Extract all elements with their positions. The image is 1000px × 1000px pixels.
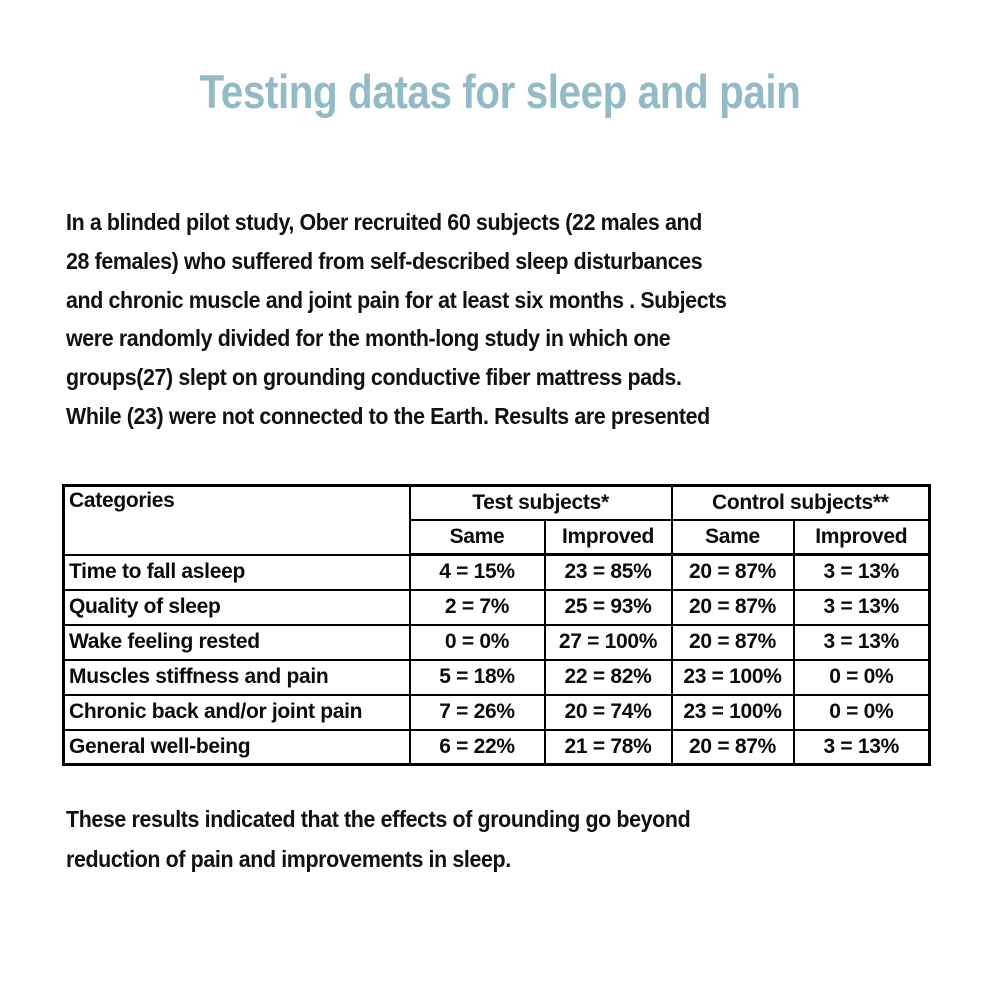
table-header-categories: Categories (64, 486, 410, 555)
intro-line: groups(27) slept on grounding conductive fiber mattress pads. (66, 364, 682, 391)
table-row (64, 730, 930, 765)
row-cell: 20 = 87% (672, 625, 794, 660)
row-category: Wake feeling rested (64, 625, 410, 660)
row-cell: 3 = 13% (794, 730, 930, 765)
table-subheader-test-improved: Improved (545, 520, 672, 555)
intro-line: 28 females) who suffered from self-described sleep disturbances (66, 247, 703, 274)
row-cell: 20 = 87% (672, 730, 794, 765)
row-cell: 25 = 93% (545, 590, 672, 625)
intro-line: In a blinded pilot study, Ober recruited 60 subjects (22 males and (66, 209, 702, 235)
row-cell: 23 = 85% (545, 555, 672, 590)
row-cell: 22 = 82% (545, 660, 672, 695)
row-category: Time to fall asleep (64, 555, 410, 590)
row-category: Chronic back and/or joint pain (64, 695, 410, 730)
table-header-control-subjects: Control subjects** (672, 486, 930, 520)
row-cell: 3 = 13% (794, 625, 930, 660)
row-cell: 20 = 87% (672, 590, 794, 625)
conclusion-paragraph (66, 799, 922, 879)
row-cell: 21 = 78% (545, 730, 672, 765)
results-table (62, 484, 931, 766)
table-group-header-row (64, 486, 930, 520)
page-title: Testing datas for sleep and pain (199, 65, 801, 118)
row-cell: 3 = 13% (794, 590, 930, 625)
conclusion-line: These results indicated that the effects of grounding go beyond (66, 806, 691, 832)
table-row (64, 625, 930, 660)
row-cell: 3 = 13% (794, 555, 930, 590)
row-cell: 23 = 100% (672, 695, 794, 730)
table-row (64, 660, 930, 695)
row-cell: 4 = 15% (410, 555, 545, 590)
table-row (64, 555, 930, 590)
table-subheader-control-improved: Improved (794, 520, 930, 555)
intro-paragraph (66, 203, 922, 436)
table-subheader-test-same: Same (410, 520, 545, 555)
row-cell: 6 = 22% (410, 730, 545, 765)
row-category: Muscles stiffness and pain (64, 660, 410, 695)
row-cell: 20 = 87% (672, 555, 794, 590)
intro-line: While (23) were not connected to the Earth. Results are presented (66, 402, 710, 429)
row-cell: 27 = 100% (545, 625, 672, 660)
table-row (64, 590, 930, 625)
conclusion-line: reduction of pain and improvements in sleep. (66, 846, 511, 872)
table-subheader-control-same: Same (672, 520, 794, 555)
row-cell: 2 = 7% (410, 590, 545, 625)
intro-line: and chronic muscle and joint pain for at least six months . Subjects (66, 286, 727, 313)
row-cell: 20 = 74% (545, 695, 672, 730)
row-cell: 0 = 0% (794, 695, 930, 730)
row-category: Quality of sleep (64, 590, 410, 625)
row-cell: 7 = 26% (410, 695, 545, 730)
row-cell: 0 = 0% (794, 660, 930, 695)
table-row (64, 695, 930, 730)
row-category: General well-being (64, 730, 410, 765)
row-cell: 0 = 0% (410, 625, 545, 660)
row-cell: 5 = 18% (410, 660, 545, 695)
table-header-test-subjects: Test subjects* (410, 486, 672, 520)
intro-line: were randomly divided for the month-long study in which one (66, 325, 671, 352)
row-cell: 23 = 100% (672, 660, 794, 695)
